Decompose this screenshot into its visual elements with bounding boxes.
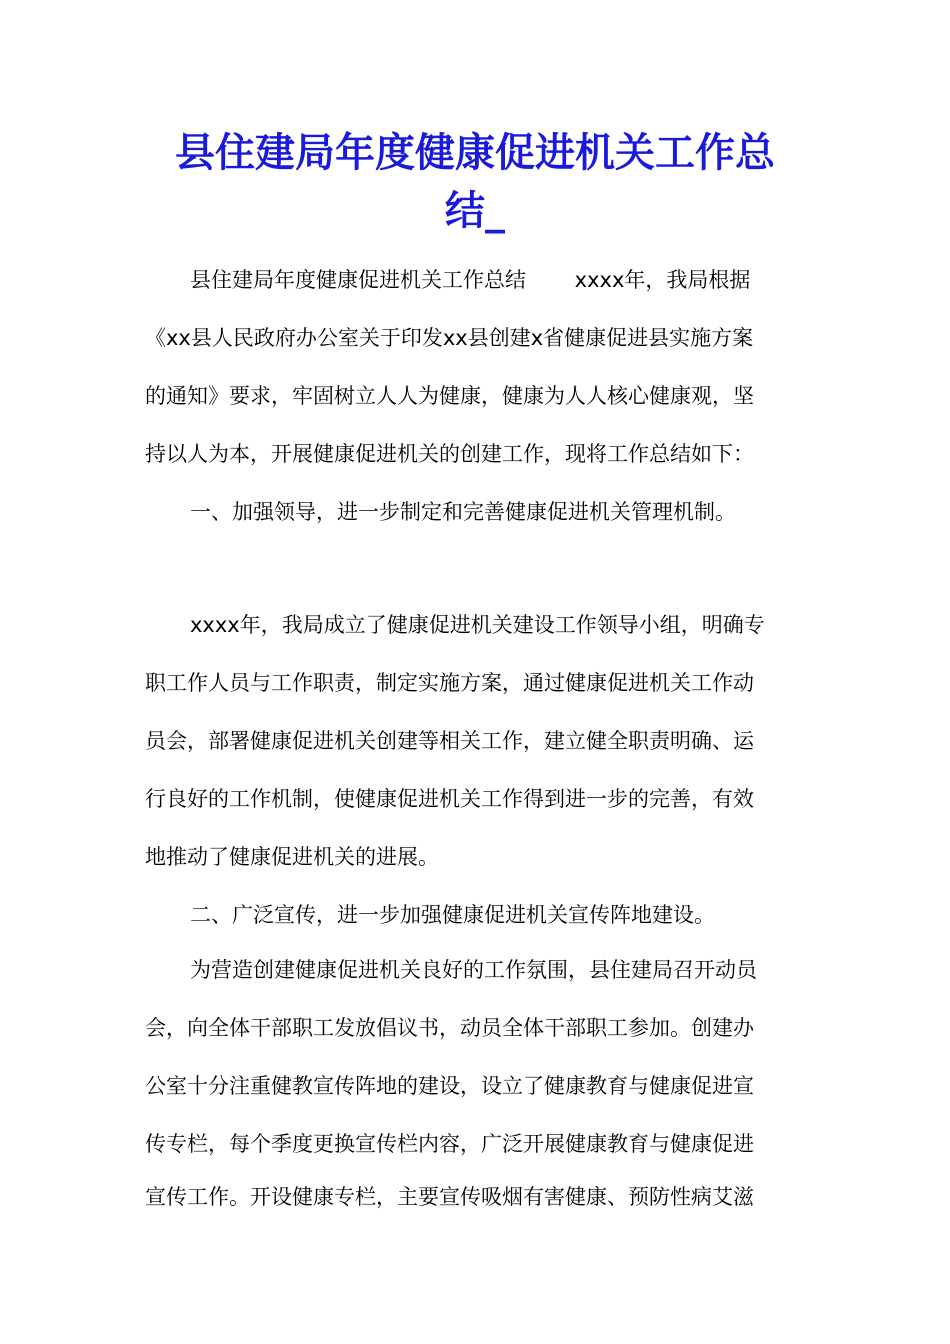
body-line: 职工作人员与工作职责，制定实施方案，通过健康促进机关工作动 [145, 671, 754, 695]
body-line: 持以人为本，开展健康促进机关的创建工作，现将工作总结如下： [145, 442, 754, 466]
body-line: 为营造创建健康促进机关良好的工作氛围，县住建局召开动员 [190, 958, 757, 982]
body-line: xxxx年，我局成立了健康促进机关建设工作领导小组，明确专 [190, 613, 765, 637]
section-heading: 二、广泛宣传，进一步加强健康促进机关宣传阵地建设。 [190, 903, 715, 927]
body-line: 的通知》要求，牢固树立人人为健康，健康为人人核心健康观，坚 [145, 384, 754, 408]
body-line: 《xx县人民政府办公室关于印发xx县创建x省健康促进县实施方案 [145, 326, 754, 350]
body-line: 会，向全体干部职工发放倡议书，动员全体干部职工参加。创建办 [145, 1016, 754, 1040]
document-title [130, 124, 820, 240]
body-line: 公室十分注重健教宣传阵地的建设，设立了健康教育与健康促进宣 [145, 1074, 754, 1098]
body-line: 员会，部署健康促进机关创建等相关工作，建立健全职责明确、运 [145, 729, 754, 753]
title-line-2: 结_ [445, 187, 505, 234]
body-line: 行良好的工作机制，使健康促进机关工作得到进一步的完善，有效 [145, 787, 754, 811]
title-line-1: 县住建局年度健康促进机关工作总 [175, 129, 775, 176]
body-line: 地推动了健康促进机关的进展。 [145, 845, 439, 869]
body-line: 传专栏，每个季度更换宣传栏内容，广泛开展健康教育与健康促进 [145, 1132, 754, 1156]
section-heading: 一、加强领导，进一步制定和完善健康促进机关管理机制。 [190, 500, 736, 524]
body-line: 县住建局年度健康促进机关工作总结 xxxx年，我局根据 [190, 268, 751, 292]
body-line: 宣传工作。开设健康专栏，主要宣传吸烟有害健康、预防性病艾滋 [145, 1185, 754, 1209]
